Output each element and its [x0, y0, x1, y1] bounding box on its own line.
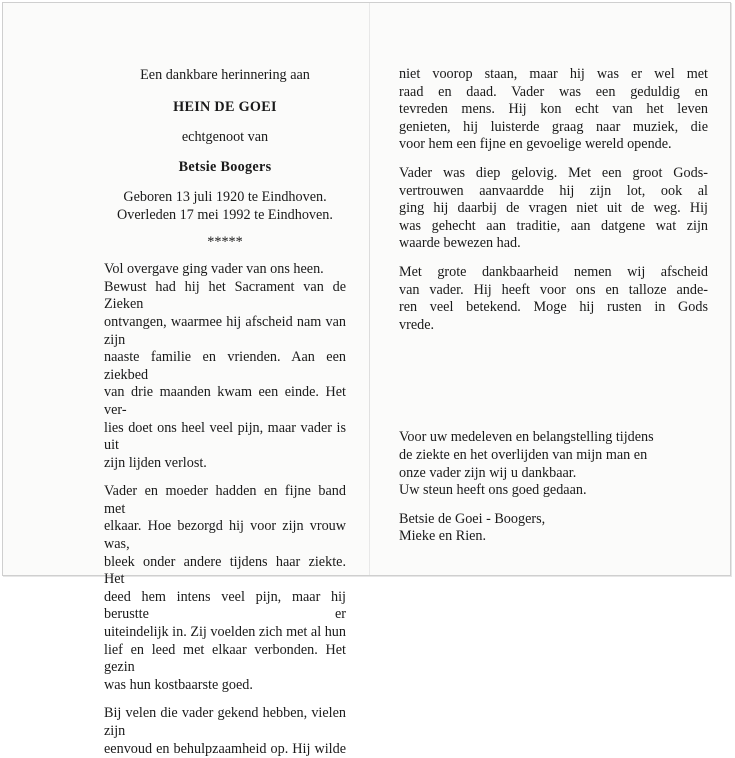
left-page [104, 67, 346, 758]
text-line: Vader was diep gelovig. Met een groot Gods- [399, 164, 708, 181]
text-line: Vader en moeder hadden en fijne band met [104, 483, 346, 517]
text-line: waarde bewezen had. [399, 235, 521, 252]
death-line: Overleden 17 mei 1992 te Eindhoven. [117, 206, 333, 223]
text-line: lief en leed met elkaar verbonden. Het gezin [104, 641, 346, 676]
deceased-name: HEIN DE GOEI [173, 98, 277, 115]
spouse-intro: echtgenoot van [181, 129, 269, 146]
signature-line: Betsie de Goei - Boogers, [399, 510, 546, 527]
thank-you-note [399, 429, 708, 499]
text-line: bleek onder andere tijdens haar ziekte. Het [104, 553, 346, 588]
right-page [399, 66, 708, 546]
text-line: vertrouwen aanvaardde hij zijn lot, ook al [399, 182, 708, 199]
text-line: deed hem intens veel pijn, maar hij berustte er [104, 588, 346, 623]
signature-line: Mieke en Rien. [399, 528, 487, 545]
signature [399, 511, 708, 546]
text-line: was hun kostbaarste goed. [104, 676, 253, 693]
text-line: was gehecht aan traditie, aan datgene wat zijn [399, 217, 708, 234]
text-line: lies doet ons heel veel pijn, maar vader is uit [104, 419, 346, 454]
paragraph-character [104, 705, 346, 758]
separator: ***** [207, 233, 243, 250]
paragraph-gratitude [399, 264, 708, 334]
text-line: Vol overgave ging vader van ons heen. [104, 261, 324, 278]
text-line: elkaar. Hoe bezorgd hij voor zijn vrouw was, [104, 518, 346, 553]
paragraph-character-cont [399, 66, 708, 154]
text-line: uiteindelijk in. Zij voelden zich met al hun [104, 624, 346, 641]
text-line: zijn lijden verlost. [104, 454, 207, 471]
text-line: Uw steun heeft ons goed gedaan. [399, 482, 587, 499]
text-line: van vader. Hij heeft voor ons en talloze ande- [399, 281, 708, 298]
text-line: genieten, hij luisterde graag naar muziek, die [399, 118, 708, 135]
text-line: de ziekte en het overlijden van mijn man en [399, 446, 648, 463]
memorial-header [104, 67, 346, 251]
center-fold [369, 3, 370, 575]
text-line: van drie maanden kwam een einde. Het ver- [104, 384, 346, 418]
intro-line: Een dankbare herinnering aan [140, 67, 310, 83]
text-line: raad en daad. Vader was een geduldig en [399, 83, 708, 100]
text-line: Met grote dankbaarheid nemen wij afscheid [399, 263, 708, 280]
text-line: ren veel betekend. Moge hij rusten in Gods [399, 299, 708, 316]
text-line: Bij velen die vader gekend hebben, vielen zijn [104, 705, 346, 739]
paragraph-parents [104, 483, 346, 694]
paragraph-faith [399, 165, 708, 253]
text-line: voor hem een fijne en gevoelige wereld opende. [399, 136, 672, 153]
memorial-card [2, 2, 731, 757]
text-line: Voor uw medeleven en belangstelling tijdens [399, 429, 654, 446]
text-line: eenvoud en behulpzaamheid op. Hij wilde [104, 740, 346, 757]
paragraph-farewell [104, 261, 346, 472]
text-line: onze vader zijn wij u dankbaar. [399, 464, 577, 481]
birth-line: Geboren 13 juli 1920 te Eindhoven. [123, 189, 327, 206]
text-line: ging hij daarbij de vragen niet uit de weg. Hij [399, 200, 708, 217]
text-line: vrede. [399, 316, 435, 333]
spouse-name: Betsie Boogers [178, 158, 272, 175]
text-line: tevreden mens. Hij kon echt van het leven [399, 101, 708, 118]
text-line: naaste familie en vrienden. Aan een ziekbed [104, 349, 346, 383]
text-line: Bewust had hij het Sacrament van de Zieken [104, 278, 346, 313]
text-line: ontvangen, waarmee hij afscheid nam van zijn [104, 313, 346, 348]
text-line: niet voorop staan, maar hij was er wel met [399, 66, 708, 82]
